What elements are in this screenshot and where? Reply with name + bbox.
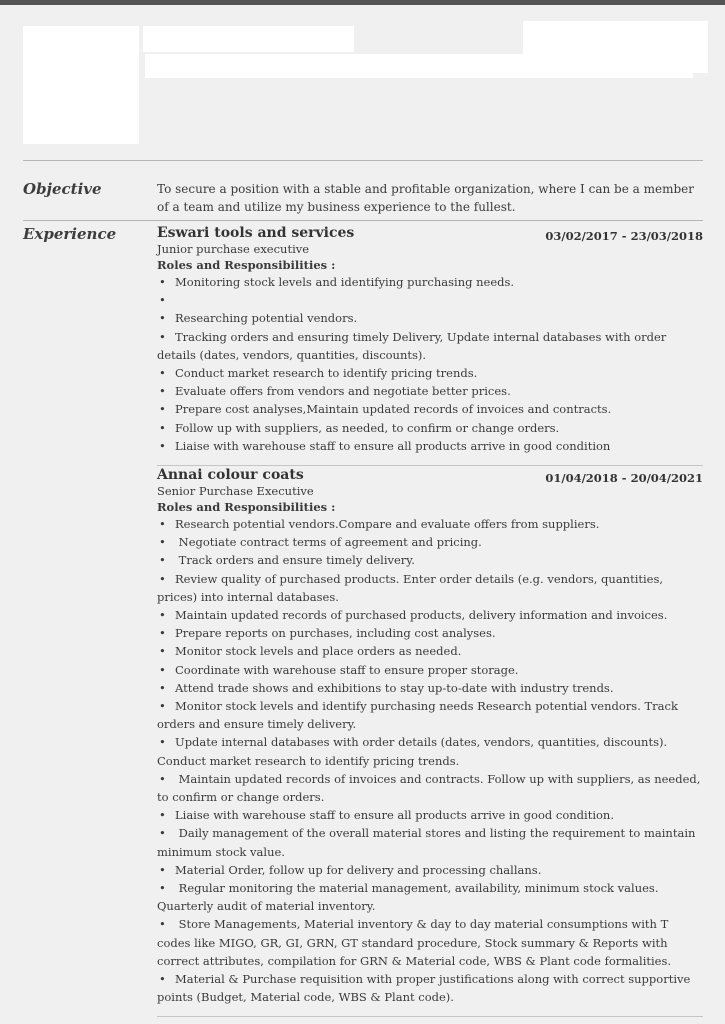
- list-item: • Maintain updated records of purchased products, delivery information and invoices.: [159, 608, 668, 623]
- list-item: • Prepare reports on purchases, including cost analyses.: [159, 626, 496, 641]
- list-item: • Coordinate with warehouse staff to ensure proper storage.: [159, 662, 519, 677]
- list-item: •: [159, 293, 166, 308]
- job-role: Junior purchase executive: [157, 242, 310, 256]
- list-item: • Follow up with suppliers, as needed, to confirm or change orders.: [159, 420, 560, 435]
- job-dates: 03/02/2017 - 23/03/2018: [545, 229, 703, 243]
- list-item: • Maintain updated records of invoices and contracts. Follow up with suppliers, as needed, to confirm or change orders.: [157, 771, 701, 805]
- divider-header: [23, 160, 703, 161]
- company-name: Eswari tools and services: [157, 225, 355, 241]
- roles-label: Roles and Responsibilities :: [157, 258, 336, 272]
- objective-text: To secure a position with a stable and profitable organization, where I can be a member of a team and utilize my business experience to the fullest.: [157, 182, 694, 214]
- divider-objective: [23, 220, 703, 221]
- list-item: • Liaise with warehouse staff to ensure all products arrive in good condition: [159, 438, 611, 453]
- objective-title: Objective: [23, 180, 102, 198]
- list-item: • Material & Purchase requisition with proper justifications along with correct supportive points (Budget, Material code, WBS & Plant code).: [157, 972, 691, 1005]
- job-dates: 01/04/2018 - 20/04/2021: [545, 471, 703, 485]
- list-item: • Material Order, follow up for delivery and processing challans.: [159, 862, 542, 877]
- company-name: Annai colour coats: [157, 467, 304, 483]
- job-role: Senior Purchase Executive: [157, 484, 314, 498]
- duties-list: [157, 273, 703, 455]
- list-item: • Update internal databases with order details (dates, vendors, quantities, discounts). Conduct market research to identify pricing trends.: [157, 735, 668, 768]
- top-border: [0, 0, 725, 5]
- list-item: • Monitor stock levels and identify purchasing needs Research potential vendors. Track orders and ensure timely delivery.: [157, 699, 678, 732]
- list-item: • Researching potential vendors.: [159, 311, 358, 326]
- list-item: • Monitoring stock levels and identifying purchasing needs.: [159, 275, 515, 289]
- list-item: • Review quality of purchased products. Enter order details (e.g. vendors, quantities, prices) into internal databases.: [157, 571, 664, 604]
- roles-label: Roles and Responsibilities :: [157, 500, 336, 514]
- list-item: • Track orders and ensure timely delivery.: [159, 553, 415, 568]
- list-item: • Regular monitoring the material management, availability, minimum stock values. Quarterly audit of material inventory.: [157, 881, 659, 914]
- photo-placeholder: [23, 26, 139, 144]
- job-entry: [157, 225, 703, 466]
- list-item: • Evaluate offers from vendors and negotiate better prices.: [159, 384, 511, 399]
- address-redaction: [145, 54, 693, 78]
- list-item: • Prepare cost analyses,Maintain updated records of invoices and contracts.: [159, 402, 612, 417]
- list-item: • Negotiate contract terms of agreement and pricing.: [159, 535, 482, 550]
- list-item: • Attend trade shows and exhibitions to stay up-to-date with industry trends.: [159, 680, 614, 695]
- job-divider: [157, 465, 703, 466]
- experience-title: Experience: [23, 225, 117, 243]
- job-divider: [157, 1016, 703, 1017]
- list-item: • Monitor stock levels and place orders as needed.: [159, 644, 462, 659]
- list-item: • Liaise with warehouse staff to ensure all products arrive in good condition.: [159, 808, 614, 823]
- name-redaction: [143, 26, 354, 52]
- job-entry: [157, 467, 703, 1017]
- list-item: • Conduct market research to identify pricing trends.: [159, 366, 478, 381]
- list-item: • Tracking orders and ensuring timely Delivery, Update internal databases with order details (dates, vendors, quantities, discounts).: [157, 329, 667, 362]
- list-item: • Store Managements, Material inventory & day to day material consumptions with T codes like MIGO, GR, GI, GRN, GT standard procedure, Stock summary & Reports with correct attributes, compilation for GRN & Material code, WBS & Plant code formalities.: [157, 917, 672, 968]
- list-item: • Research potential vendors.Compare and evaluate offers from suppliers.: [159, 517, 600, 531]
- duties-list: [157, 515, 703, 1006]
- list-item: • Daily management of the overall material stores and listing the requirement to maintain minimum stock value.: [157, 826, 696, 859]
